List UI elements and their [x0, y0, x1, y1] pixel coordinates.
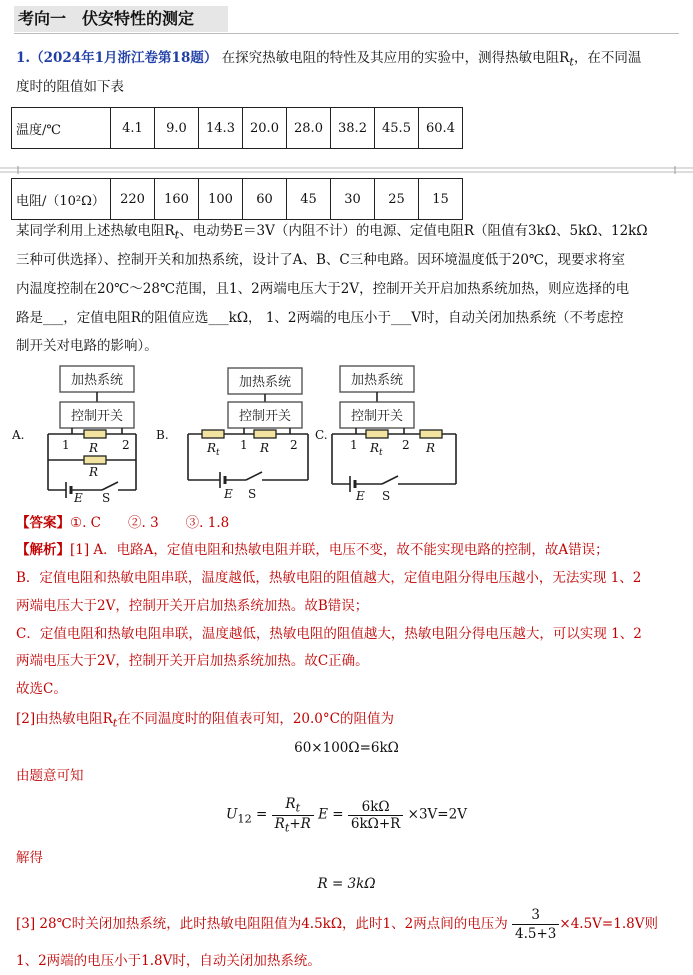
para-line-5: 制开关对电路的影响）。 [16, 338, 158, 354]
part2-sub: t [112, 716, 118, 730]
eq-u: U [226, 806, 238, 823]
table-cell: 45.5 [375, 108, 419, 149]
eq-den-sub: t [284, 821, 290, 835]
table-cell: 45 [287, 179, 331, 220]
control-switch-label: 控制开关 [70, 409, 124, 424]
circuit-diagrams [10, 362, 470, 502]
question-line-1 [16, 49, 641, 72]
eq-num-sub: t [295, 801, 301, 815]
thermistor [202, 430, 224, 438]
question-intro-sub: t [569, 55, 574, 69]
circuit-label-b: B. [156, 428, 169, 442]
table-cell: 4.1 [111, 108, 155, 149]
heating-system-label: 加热系统 [70, 373, 124, 388]
table-cell: 25 [375, 179, 419, 220]
para-text: 某同学利用上述热敏电阻R [16, 223, 175, 239]
r-label: R [426, 441, 436, 455]
table-cell: 160 [155, 179, 199, 220]
section-title: 考向一 伏安特性的测定 [14, 6, 228, 32]
node-1-label: 1 [62, 438, 70, 452]
section-divider [14, 33, 679, 34]
solve-label: 解得 [16, 850, 43, 866]
temperature-table [11, 107, 463, 149]
question-number: 1. [16, 50, 31, 66]
fraction [348, 799, 403, 832]
eq-tail: ×3V=2V [407, 806, 467, 823]
para-sub: t [174, 228, 180, 242]
table-cell: 60.4 [419, 108, 463, 149]
question-intro: 在探究热敏电阻的特性及其应用的实验中，测得热敏电阻R [221, 50, 570, 66]
s-label: S [248, 487, 257, 501]
heating-system-label: 加热系统 [350, 373, 404, 388]
answer-label: 【答案】 [16, 515, 70, 531]
equation-2: $U_{12}$ = $\frac{R_t}{R_t+R}$ E = $\frac{6k\Omega}{6k\Omega+R}$ ×3V=2V [226, 796, 467, 835]
circuit-label-a: A. [12, 428, 25, 442]
part2-mid: 由题意可知 [16, 768, 84, 784]
fraction [272, 796, 314, 834]
table-cell: 20.0 [243, 108, 287, 149]
table-cell: 14.3 [199, 108, 243, 149]
analysis-text: [1] A．电路A，定值电阻和热敏电阻并联，电压不变，故不能实现电路的控制，故A错误； [70, 542, 609, 558]
eq-den2: 6kΩ+R [350, 815, 401, 832]
fixed-resistor [84, 456, 106, 464]
analysis-line-6: 故选C。 [16, 681, 67, 697]
r-label: R [260, 441, 270, 455]
circuit-b [156, 368, 308, 501]
part3-tail: ×4.5V=1.8V则 [559, 916, 658, 932]
fraction [512, 906, 559, 943]
heating-system-label: 加热系统 [238, 375, 292, 390]
s-label: S [102, 491, 111, 502]
r-label: R [89, 465, 99, 479]
eq-den: R [274, 815, 285, 832]
table-cell: 220 [111, 179, 155, 220]
s-label: S [382, 489, 391, 502]
table-row [12, 108, 463, 149]
fixed-resistor [420, 430, 442, 438]
equation-3: R = 3kΩ [317, 876, 376, 892]
analysis-line-2: B．定值电阻和热敏电阻串联，温度越低，热敏电阻的阻值越大，定值电阻分得电压越小，无法实现 1、2 [16, 570, 642, 586]
eq-u-sub: 12 [237, 812, 252, 826]
thermistor [84, 430, 106, 438]
node-1-label: 1 [350, 438, 358, 452]
table-header-temp: 温度/℃ [12, 108, 111, 149]
node-2-label: 2 [290, 438, 298, 452]
eq-den-tail: +R [289, 815, 311, 832]
table-cell: 100 [199, 179, 243, 220]
answer-line [16, 514, 229, 532]
e-label: E [224, 487, 233, 501]
table-cell: 15 [419, 179, 463, 220]
table-cell: 28.0 [287, 108, 331, 149]
part2-text: [2]由热敏电阻R [16, 711, 113, 727]
answer-items: ①. C ②. 3 ③. 1.8 [70, 515, 230, 531]
analysis-line-5: 两端电压大于2V，控制开关开启加热系统加热。故C正确。 [16, 653, 369, 669]
question-source: （2024年1月浙江卷第18题） [30, 50, 218, 66]
rt-label: R [89, 441, 99, 455]
e-label: E [74, 491, 83, 502]
eq-mid: E = [318, 806, 344, 823]
para-line-3: 内温度控制在20℃～28℃范围，且1、2两端电压大于2V，控制开关开启加热系统加热，则应选择的电 [16, 281, 630, 297]
para-line-4: 路是___，定值电阻R的阻值应选___kΩ， 1、2两端的电压小于___V时，自动关闭加热系统（不考虑控 [16, 310, 624, 326]
equation-1: 60×100Ω=6kΩ [294, 740, 399, 756]
circuit-c [315, 366, 456, 502]
e-label: E [356, 489, 365, 502]
table-cell: 9.0 [155, 108, 199, 149]
question-line-2: 度时的阻值如下表 [16, 79, 124, 95]
fixed-resistor [254, 430, 276, 438]
table-cell: 38.2 [331, 108, 375, 149]
page-break [0, 166, 693, 174]
analysis-line-3: 两端电压大于2V，控制开关开启加热系统加热。故B错误； [16, 598, 369, 614]
table-cell: 30 [331, 179, 375, 220]
part2-tail: 在不同温度时的阻值表可知，20.0°C的阻值为 [117, 711, 394, 727]
analysis-label: 【解析】 [16, 542, 70, 558]
p3-num: 3 [512, 906, 559, 925]
table-row [12, 179, 463, 220]
table-header-resistance: 电阻/（10²Ω） [12, 179, 111, 220]
analysis-line-1 [16, 541, 609, 559]
node-1-label: 1 [240, 438, 248, 452]
node-2-label: 2 [122, 438, 130, 452]
p3-den: 4.5+3 [515, 926, 557, 942]
control-switch-label: 控制开关 [350, 409, 404, 424]
table-cell: 60 [243, 179, 287, 220]
part3-last: 1、2两端的电压小于1.8V时，自动关闭加热系统。 [16, 953, 321, 969]
para-line-2: 三种可供选择）、控制开关和加热系统，设计了A、B、C三种电路。因环境温度低于20℃，现要求将室 [16, 252, 626, 268]
rt-label: $R_t$ [370, 441, 383, 458]
thermistor [366, 430, 388, 438]
part2-line [16, 710, 394, 733]
circuit-a [11, 366, 136, 502]
eq-num: R [285, 796, 296, 812]
part3-text: [3] 28℃时关闭加热系统，此时热敏电阻阻值为4.5kΩ，此时1、2两点间的电压为 [16, 916, 508, 932]
para-text: 、电动势E＝3V（内阻不计）的电源、定值电阻R（阻值有3kΩ、5kΩ、12kΩ [179, 223, 648, 239]
para-line-1 [16, 222, 648, 245]
question-intro-tail: ，在不同温 [573, 50, 642, 66]
resistance-table [11, 178, 463, 220]
part3-line [16, 906, 658, 943]
eq-num2: 6kΩ [348, 799, 403, 816]
node-2-label: 2 [402, 438, 410, 452]
control-switch-label: 控制开关 [238, 409, 292, 424]
analysis-line-4: C．定值电阻和热敏电阻串联，温度越低，热敏电阻的阻值越大，热敏电阻分得电压越大，可以实现 1、2 [16, 626, 642, 642]
rt-label: $R_t$ [207, 441, 220, 458]
circuit-label-c: C. [315, 428, 328, 442]
